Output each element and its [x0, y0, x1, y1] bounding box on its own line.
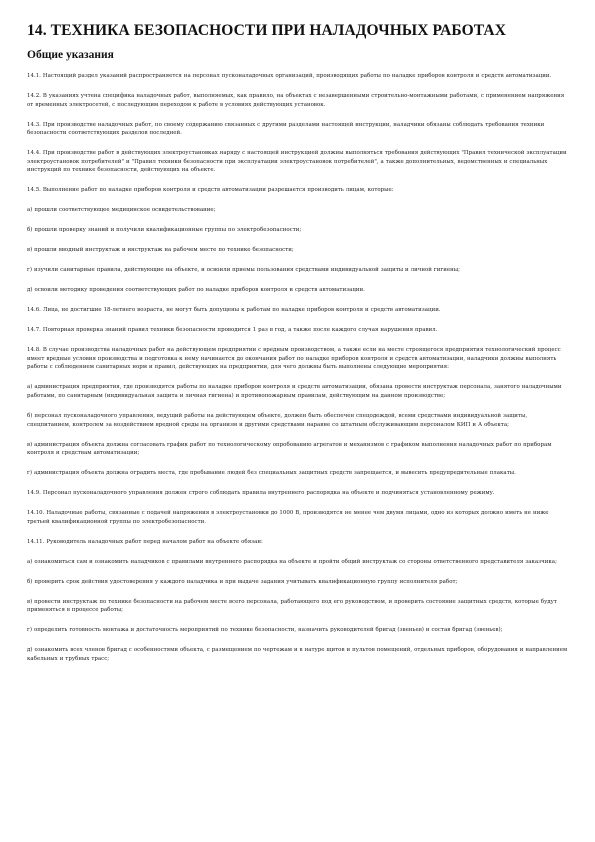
paragraph: б) персонал пусконаладочного управления, ведущий работы на действующем объекте, должен быть обеспечен спецодеждой, всеми средствами индивидуальной защиты, спецпитанием, контролем за воздействием вредной среды на организм и другими средствами наравне со штатным обслуживающим персоналом КИП и А объекта;	[27, 412, 528, 428]
paragraph: 14.3. При производстве наладочных работ, по своему содержанию связанных с другими разделами настоящей инструкции, наладчики обязаны соблюдать требования техники безопасности соответствующих разделов последней.	[27, 121, 545, 137]
paragraph: а) ознакомиться сам и ознакомить наладчиков с правилами внутреннего распорядка на объекте и пройти общий инструктаж со стороны ответственного представителя заказчика;	[27, 558, 557, 565]
paragraph: 14.4. При производстве работ в действующих электроустановках наряду с настоящей инструкцией должны выполняться требования действующих "Правил технической эксплуатации электроустановок потребителей" и "Правил техники безопасности при эксплуатации электроустановок потребителей", а также дополнительных, ведомственных и специальных инструкций по технике безопасности, действующих на объекте.	[27, 150, 567, 174]
paragraph: в) администрация объекта должна согласовать график работ по технологическому опробованию агрегатов и механизмов с графиком выполнения наладочных работ по приборам контроля и средствам автоматизации;	[27, 441, 552, 457]
paragraph: 14.6. Лица, не достигшие 18-летнего возраста, не могут быть допущены к работам по наладке приборов контроля и средств автоматизации.	[27, 307, 441, 314]
paragraph: 14.11. Руководитель наладочных работ перед началом работ на объекте обязан:	[27, 538, 263, 545]
paragraph: 14.7. Повторная проверка знаний правил техники безопасности проводится 1 раз в год, а также после каждого случая нарушения правил.	[27, 327, 438, 334]
paragraph: а) администрация предприятия, где производятся работы по наладке приборов контроля и средств автоматизации, обязана провести инструктаж персонала, занятого наладочными работами, по санитарным (индивидуальная защита и личная гигиена) и противопожарным правилам, действующим на данном производстве;	[27, 384, 562, 399]
paragraph: 14.1. Настоящий раздел указаний распространяется на персонал пусконаладочных организаций, производящих работы по наладке приборов контроля и средств автоматизации.	[27, 73, 552, 79]
paragraph: д) освоили методику проведения соответствующих работ по наладке приборов контроля и средств автоматизации.	[27, 287, 365, 294]
paragraph: б) прошли проверку знаний и получили квалификационные группы по электробезопасности;	[27, 227, 302, 234]
paragraph: 14.5. Выполнение работ по наладке приборов контроля и средств автоматизации разрешается производить лицам, которые:	[27, 187, 394, 194]
paragraph: а) прошли соответствующее медицинское освидетельствование;	[27, 207, 216, 214]
paragraph: в) прошли вводный инструктаж и инструктаж на рабочем месте по технике безопасности;	[27, 247, 294, 254]
paragraph: б) проверить срок действия удостоверения у каждого наладчика и при выдаче задания учитывать квалификационную группу исполнителя работ;	[27, 578, 458, 585]
paragraph: 14.9. Персонал пусконаладочного управления должен строго соблюдать правила внутреннего распорядка на объекте и подчиняться установленному режиму.	[27, 490, 495, 497]
paragraph: г) изучили санитарные правила, действующие на объекте, и освоили приемы пользования средствами индивидуальной защиты и личной гигиены;	[27, 267, 461, 274]
section-subtitle: Общие указания	[27, 49, 114, 61]
paragraph: в) провести инструктаж по технике безопасности на рабочем месте всего персонала, работающего под его руководством, и проверить состояние защитных средств, которые будут применяться в процессе работы;	[27, 598, 557, 614]
paragraph-list	[27, 72, 568, 663]
paragraph: 14.8. В случае производства наладочных работ на действующем предприятии с вредным производством, а также если на месте строящегося предприятия технологический процесс имеет вредные условия производства и подготовка к нему начинается до окончания работ по наладке приборов контроля и средств автоматизации, наладчики должны выполнять работы с соблюдением санитарных норм и правил, действующих на предприятии, для чего должны быть выполнены следующие мероприятия:	[27, 347, 561, 371]
paragraph: г) администрация объекта должна оградить места, где пребывание людей без специальных защитных средств запрещается, и вывесить предупредительные плакаты.	[27, 470, 516, 477]
paragraph: 14.10. Наладочные работы, связанные с подачей напряжения в электроустановки до 1000 В, производятся не менее чем двумя лицами, одно из которых должно иметь не ниже третьей квалификационной группы по электробезопасности.	[27, 510, 549, 525]
paragraph: г) определить готовность монтажа и достаточность мероприятий по технике безопасности, назначить руководителей бригад (звеньев) и состав бригад (звеньев);	[27, 627, 503, 634]
paragraph: д) ознакомить всех членов бригад с особенностями объекта, с размещением по чертежам и в натуре щитов и пультов помещений, отдельных приборов, оборудования и направлением кабельных и трубных трасс;	[27, 647, 568, 662]
paragraph: 14.2. В указаниях учтена специфика наладочных работ, выполняемых, как правило, на объектах с незавершенными строительно-монтажными работами, с применением напряжения от временных электросетей, с последующим переходом к работе в условиях действующих установок.	[27, 92, 565, 108]
page-title: 14. ТЕХНИКА БЕЗОПАСНОСТИ ПРИ НАЛАДОЧНЫХ РАБОТАХ	[27, 22, 507, 39]
